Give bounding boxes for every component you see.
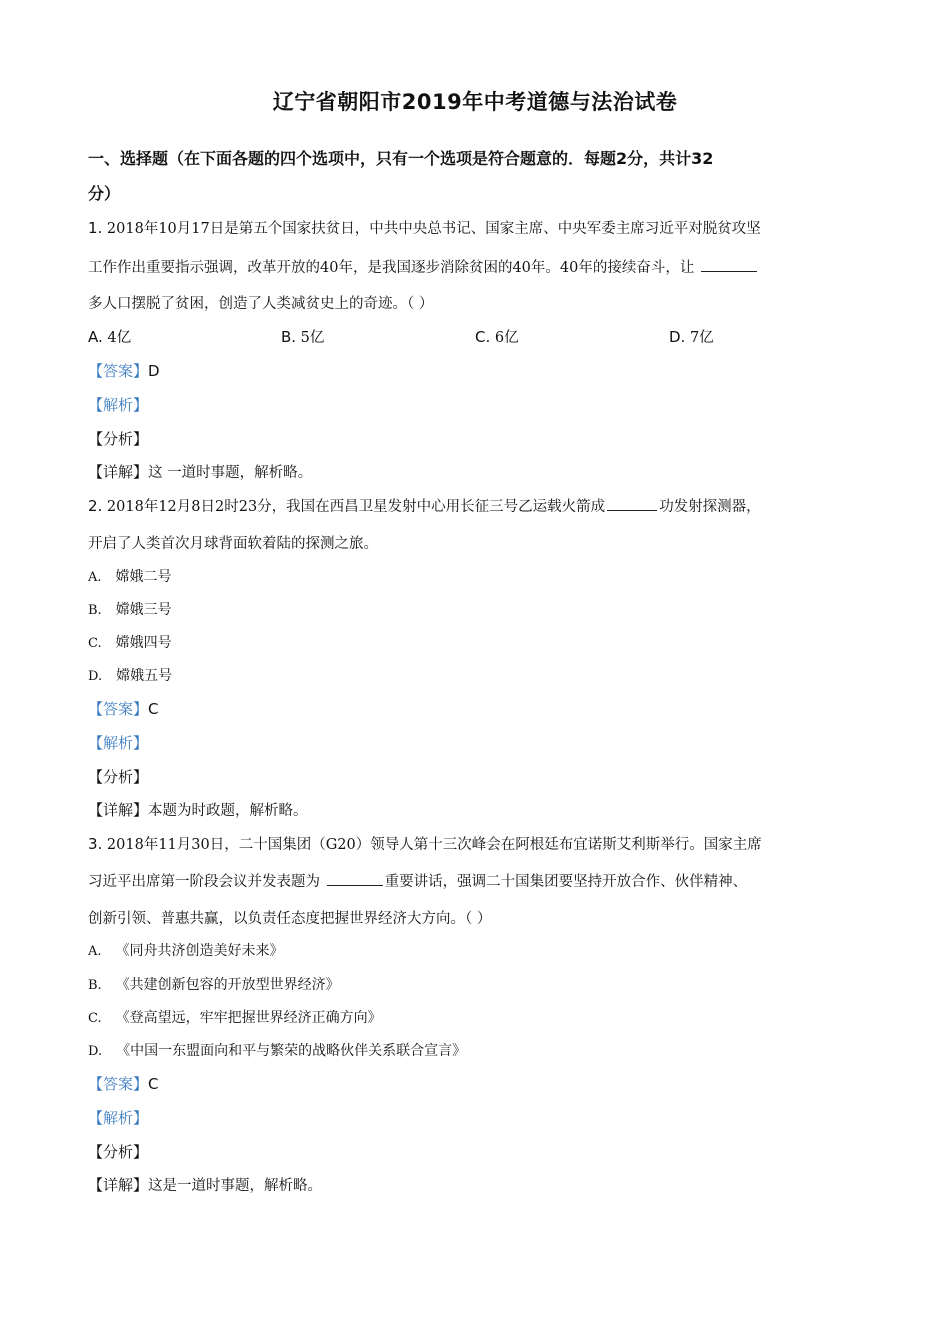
question-3-jiexi: 【解析】 [88,1109,149,1127]
question-1-fenxi: 【分析】 [88,430,149,448]
section-heading-line2: 分） [88,184,121,203]
question-1-option-c: C. 6亿 [475,328,519,346]
question-1-line-1 [88,217,761,238]
answer-value: D [148,362,160,380]
question-1-number: 1. [88,219,103,237]
question-3-fenxi: 【分析】 [88,1143,149,1161]
question-2-number: 2. [88,497,103,515]
question-1-jiexi: 【解析】 [88,396,149,414]
question-1-text-2: 工作作出重要指示强调，改革开放的40年，是我国逐步消除贫困的40年。40年的接续奋斗，让 [88,260,695,276]
question-2-option-c: C. 嫦娥四号 [88,635,172,651]
question-1-answer [88,360,160,381]
question-2-line-2: 开启了人类首次月球背面软着陆的探测之旅。 [88,536,378,552]
question-2-option-d: D. 嫦娥五号 [88,668,173,684]
question-3-xiangjie: 【详解】这是一道时事题，解析略。 [88,1176,323,1194]
question-2-line-1: 2. 2018年12月8日2时23分，我国在西昌卫星发射中心用长征三号乙运载火箭成 功发射探测器， [88,497,761,515]
question-1-option-d: D. 7亿 [669,328,714,346]
question-2-fenxi: 【分析】 [88,768,149,786]
question-1-option-b: B. 5亿 [281,328,325,346]
section-heading-line1: 一、选择题（在下面各题的四个选项中，只有一个选项是符合题意的．每题2分，共计32 [88,149,714,168]
question-2-xiangjie: 【详解】本题为时政题，解析略。 [88,801,308,819]
page-title: 辽宁省朝阳市2019年中考道德与法治试卷 [272,90,678,114]
answer-blank [701,257,757,272]
question-1-text-1: 2018年10月17日是第五个国家扶贫日，中共中央总书记、国家主席、中央军委主席习近平对脱贫攻坚 [106,221,761,237]
question-3-line-3: 创新引领、普惠共赢，以负责任态度把握世界经济大方向。（ ） [88,911,492,927]
question-3-option-a: A. 《同舟共济创造美好未来》 [88,943,284,959]
answer-tag: 【答案】 [88,362,149,380]
question-3-line-2: 习近平出席第一阶段会议并发表题为 重要讲话，强调二十国集团要坚持开放合作、伙伴精神、 [88,870,747,891]
question-3-line-1: 3. 2018年11月30日，二十国集团（G20）领导人第十三次峰会在阿根廷布宜诺斯艾利斯举行。国家主席 [88,835,762,853]
question-1-line-2 [88,256,759,277]
question-3-option-c: C. 《登高望远，牢牢把握世界经济正确方向》 [88,1010,382,1026]
question-1-xiangjie: 【详解】这 一道时事题，解析略。 [88,463,313,481]
question-2-jiexi: 【解析】 [88,734,149,752]
question-3-answer: 【答案】C [88,1075,159,1093]
question-2-answer: 【答案】C [88,700,159,718]
answer-blank [607,496,657,511]
question-3-option-d: D. 《中国一东盟面向和平与繁荣的战略伙伴关系联合宣言》 [88,1043,467,1059]
question-3-option-b: B. 《共建创新包容的开放型世界经济》 [88,977,340,993]
question-2-option-b: B. 嫦娥三号 [88,602,172,618]
question-3-number: 3. [88,835,103,853]
question-1-option-a: A. 4亿 [88,328,132,346]
question-1-line-3: 多人口摆脱了贫困，创造了人类减贫史上的奇迹。（ ） [88,296,434,312]
answer-blank [327,871,383,886]
question-2-option-a: A. 嫦娥二号 [88,569,172,585]
